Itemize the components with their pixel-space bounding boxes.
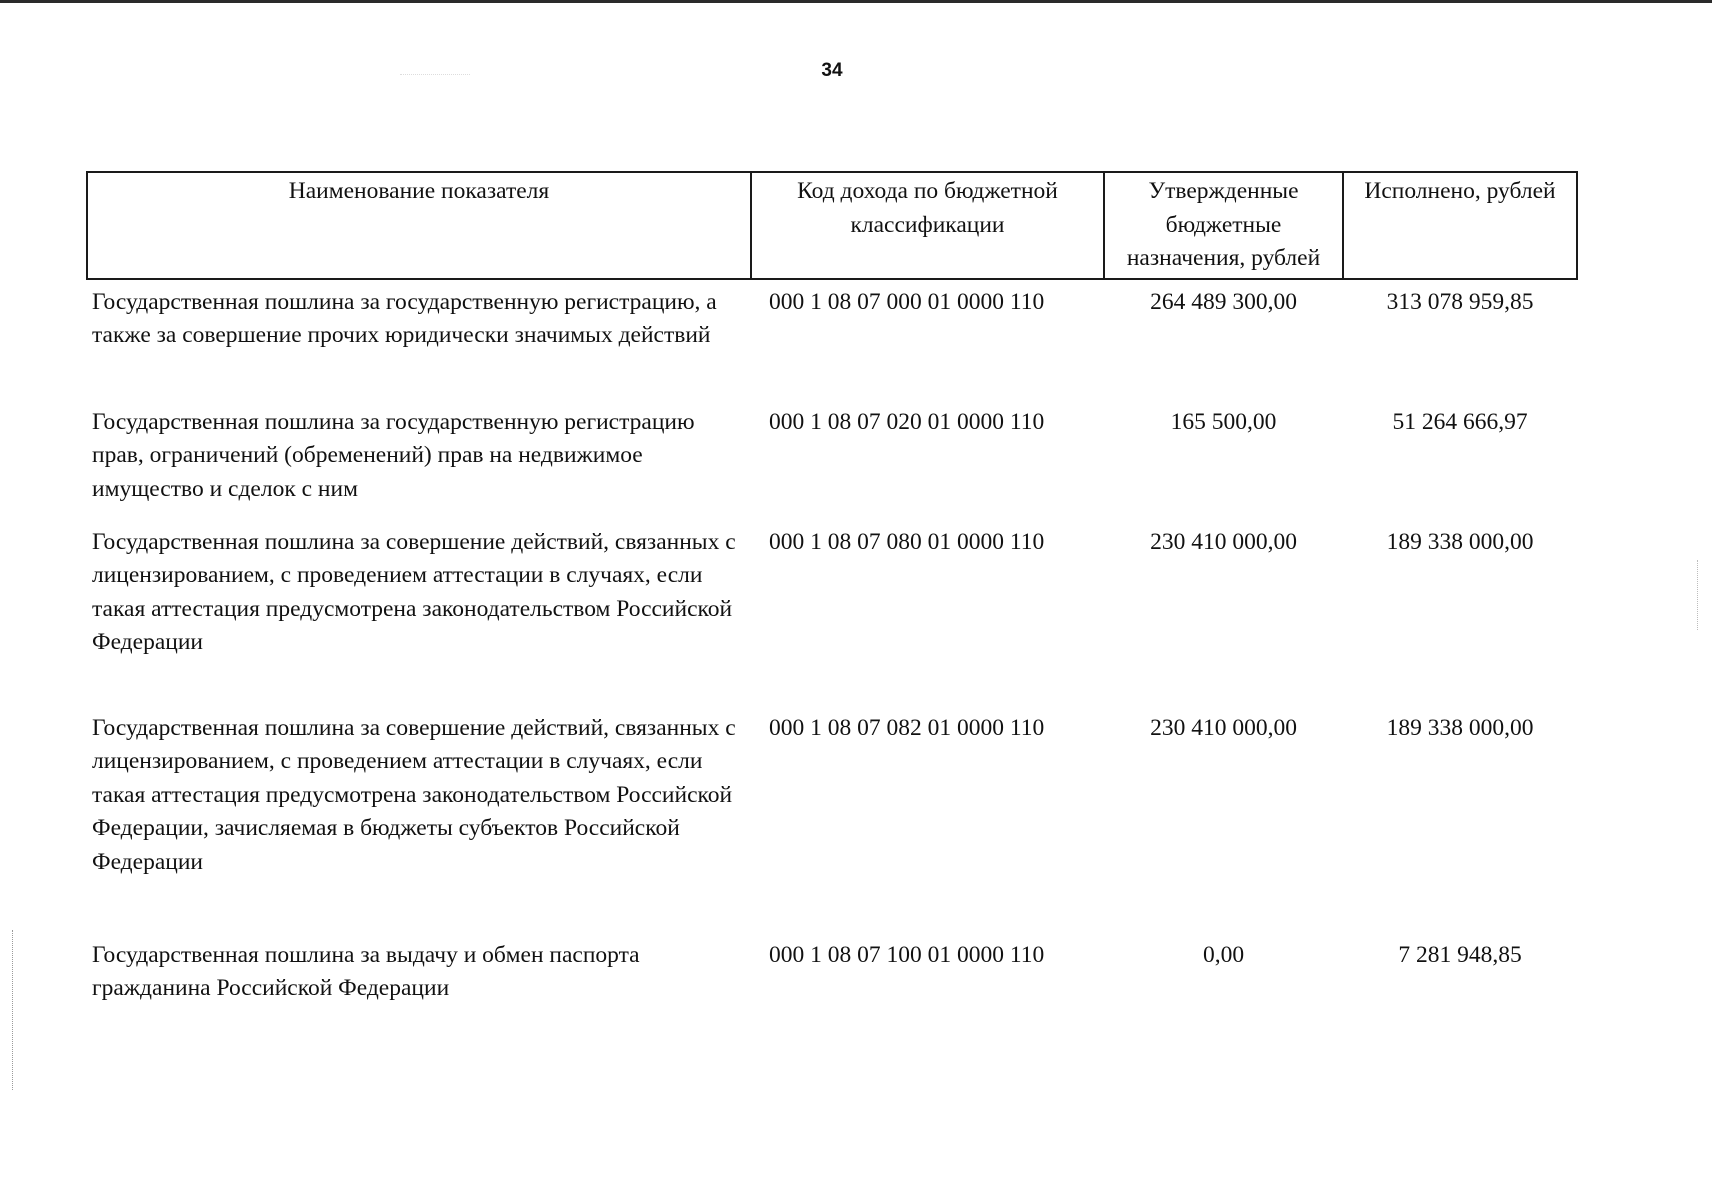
revenue-code-cell: 000 1 08 07 000 01 0000 110 xyxy=(769,288,1045,315)
header-revenue-code: Код дохода по бюджетной классификации xyxy=(751,172,1104,279)
approved-amount-cell: 165 500,00 xyxy=(1170,408,1277,435)
executed-amount-cell: 189 338 000,00 xyxy=(1386,528,1534,555)
executed-amount-cell: 313 078 959,85 xyxy=(1386,288,1534,315)
header-approved-amount: Утвержденные бюджетные назначения, рублей xyxy=(1104,172,1343,279)
approved-amount-cell: 230 410 000,00 xyxy=(1150,528,1297,555)
page-number: 34 xyxy=(821,60,843,81)
revenue-code-cell: 000 1 08 07 020 01 0000 110 xyxy=(769,408,1045,435)
revenue-code-cell: 000 1 08 07 080 01 0000 110 xyxy=(769,528,1045,555)
table-row xyxy=(87,526,1577,712)
indicator-name-cell: Государственная пошлина за государственную регистрацию, а также за совершение прочих юридически значимых действий xyxy=(92,288,717,348)
header-indicator-name: Наименование показателя xyxy=(87,172,751,279)
header-executed-amount: Исполнено, рублей xyxy=(1343,172,1577,279)
indicator-name-cell: Государственная пошлина за совершение действий, связанных с лицензированием, с проведением аттестации в случаях, если такая аттестация предусмотрена законодательством Российской Федерации xyxy=(92,528,736,655)
revenue-code-cell: 000 1 08 07 100 01 0000 110 xyxy=(769,941,1045,968)
executed-amount-cell: 51 264 666,97 xyxy=(1392,408,1528,435)
table-row xyxy=(87,279,1577,406)
approved-amount-cell: 264 489 300,00 xyxy=(1150,288,1297,315)
table-header xyxy=(87,172,1577,279)
revenue-table xyxy=(86,171,1578,1019)
indicator-name-cell: Государственная пошлина за государственную регистрацию прав, ограничений (обременений) прав на недвижимое имущество и сделок с ним xyxy=(92,408,695,502)
table-row xyxy=(87,406,1577,526)
table-row xyxy=(87,939,1577,1019)
scan-edge-noise xyxy=(1697,560,1712,630)
approved-amount-cell: 230 410 000,00 xyxy=(1150,714,1297,741)
top-border-line xyxy=(0,0,1712,3)
table-row xyxy=(87,712,1577,939)
executed-amount-cell: 189 338 000,00 xyxy=(1386,714,1534,741)
indicator-name-cell: Государственная пошлина за выдачу и обмен паспорта гражданина Российской Федерации xyxy=(92,941,640,1001)
executed-amount-cell: 7 281 948,85 xyxy=(1398,941,1522,968)
revenue-code-cell: 000 1 08 07 082 01 0000 110 xyxy=(769,714,1045,741)
scan-edge-noise xyxy=(0,930,13,1090)
approved-amount-cell: 0,00 xyxy=(1202,941,1245,968)
indicator-name-cell: Государственная пошлина за совершение действий, связанных с лицензированием, с проведением аттестации в случаях, если такая аттестация предусмотрена законодательством Российской Федерации, зачисляемая в бюджеты субъектов Российской Федерации xyxy=(92,714,736,875)
